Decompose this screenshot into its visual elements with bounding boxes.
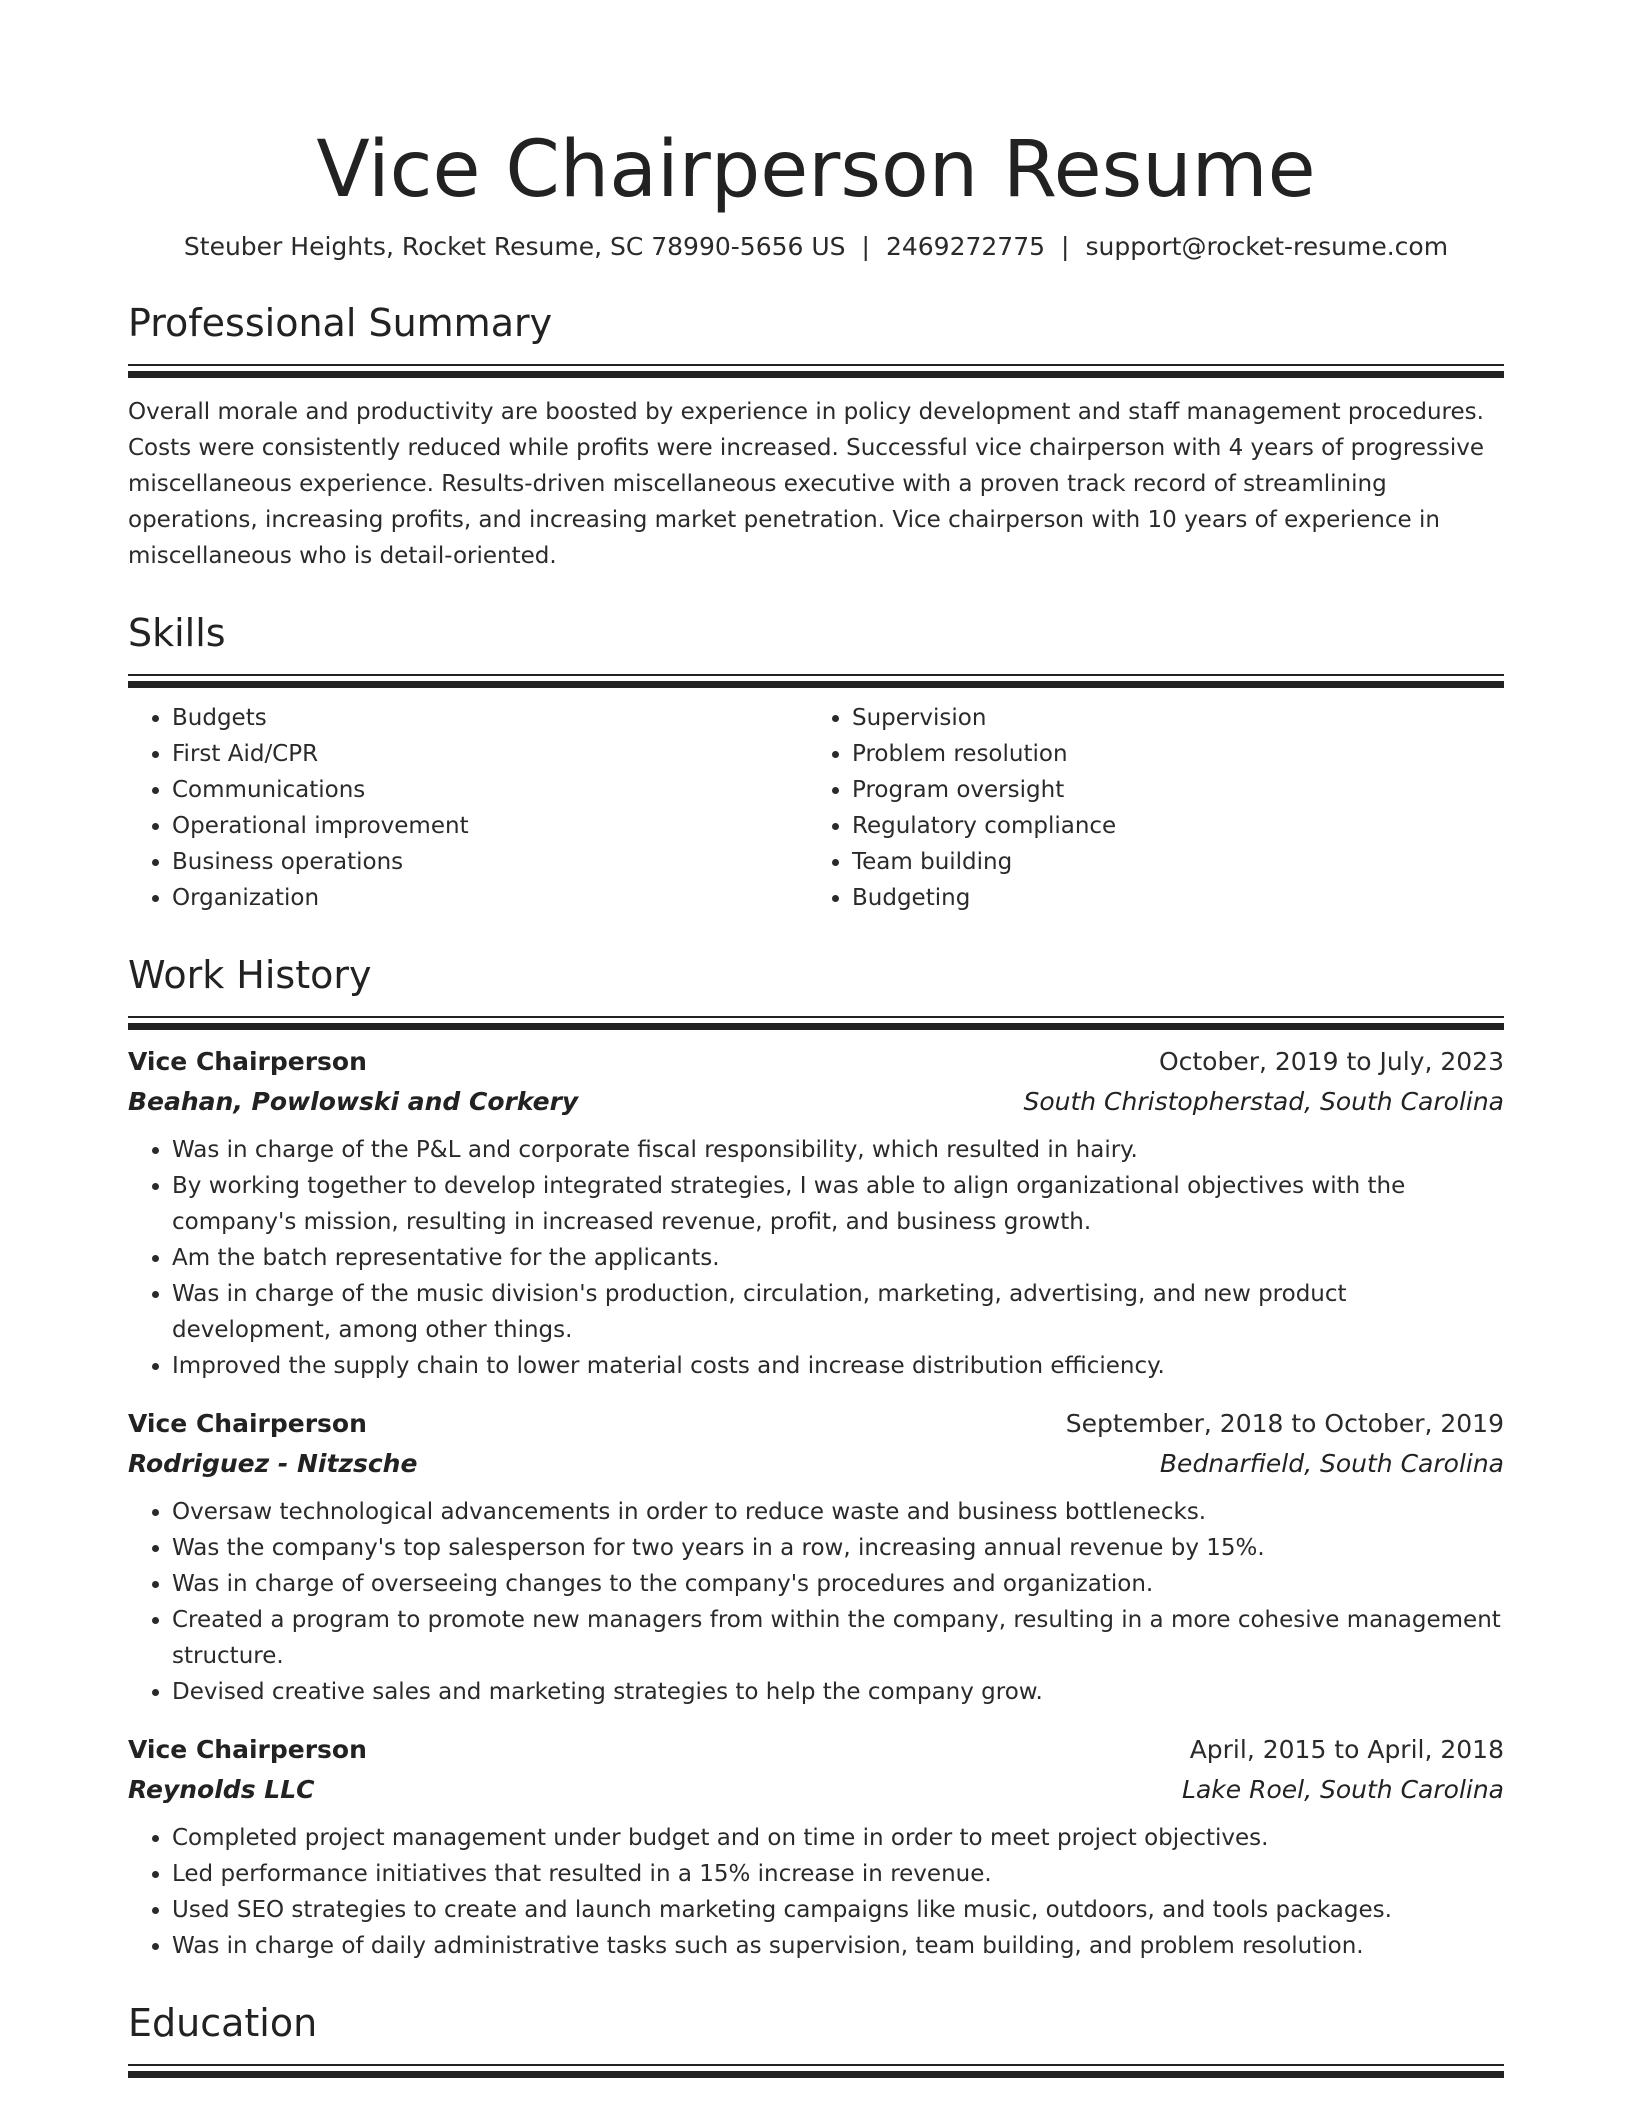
job-bullet: • Led performance initiatives that resulted in a 15% increase in revenue.	[172, 1856, 1504, 1892]
summary-text: Overall morale and productivity are boosted by experience in policy development and staff management procedures. Costs were consistently reduced while profits were increased. Successful vice chairperson with 4 years of progressive miscellaneous experience. Results-driven miscellaneous executive with a proven track record of streamlining operations, increasing profits, and increasing market penetration. Vice chairperson with 10 years of experience in miscellaneous who is detail-oriented.	[128, 399, 1485, 569]
contact-address: Steuber Heights, Rocket Resume, SC 78990-5656 US	[183, 232, 846, 261]
skill-item: • Operational improvement	[172, 808, 808, 844]
section-divider	[128, 674, 1504, 688]
job-company: Rodriguez - Nitzsche	[128, 1449, 418, 1478]
contact-separator: |	[1061, 232, 1070, 261]
section-heading-education: Education	[128, 2001, 318, 2045]
skill-item: • Program oversight	[852, 772, 1488, 808]
job-bullet: • By working together to develop integrated strategies, I was able to align organizational objectives with the company's mission, resulting in increased revenue, profit, and business growth.	[172, 1168, 1504, 1240]
job-title: Vice Chairperson	[128, 1047, 367, 1076]
section-divider	[128, 2064, 1504, 2078]
job-header	[128, 1042, 1504, 1082]
job-bullet: • Was in charge of daily administrative tasks such as supervision, team building, and problem resolution.	[172, 1928, 1504, 1964]
job-bullet: • Was in charge of the music division's production, circulation, marketing, advertising, and new product development, among other things.	[172, 1276, 1504, 1348]
job-bullet: • Completed project management under budget and on time in order to meet project objectives.	[172, 1820, 1504, 1856]
contact-separator: |	[861, 232, 870, 261]
job-title: Vice Chairperson	[128, 1735, 367, 1764]
contact-phone: 2469272775	[885, 232, 1046, 261]
contact-line	[128, 230, 1504, 264]
job-bullets	[128, 1494, 1504, 1710]
job-entry	[128, 1404, 1504, 1710]
skills-column-left	[128, 700, 808, 916]
job-company: Beahan, Powlowski and Corkery	[128, 1087, 579, 1116]
skill-item: • Communications	[172, 772, 808, 808]
resume-title: Vice Chairperson Resume	[316, 125, 1316, 215]
skill-item: • Team building	[852, 844, 1488, 880]
section-heading-work-history: Work History	[128, 953, 372, 997]
job-header	[128, 1730, 1504, 1770]
section-divider	[128, 1016, 1504, 1030]
job-bullets	[128, 1820, 1504, 1964]
job-location: South Christopherstad, South Carolina	[1023, 1087, 1504, 1116]
skill-item: • Regulatory compliance	[852, 808, 1488, 844]
job-entry	[128, 1042, 1504, 1384]
skill-item: • Supervision	[852, 700, 1488, 736]
job-location: Lake Roel, South Carolina	[1182, 1775, 1504, 1804]
skill-item: • First Aid/CPR	[172, 736, 808, 772]
skill-item: • Business operations	[172, 844, 808, 880]
job-bullet: • Oversaw technological advancements in order to reduce waste and business bottlenecks.	[172, 1494, 1504, 1530]
job-subheader	[128, 1444, 1504, 1484]
job-bullet: • Created a program to promote new managers from within the company, resulting in a more cohesive management structure.	[172, 1602, 1504, 1674]
job-entry	[128, 1730, 1504, 1964]
skill-item: • Budgets	[172, 700, 808, 736]
job-bullet: • Used SEO strategies to create and launch marketing campaigns like music, outdoors, and tools packages.	[172, 1892, 1504, 1928]
job-dates: October, 2019 to July, 2023	[1158, 1047, 1504, 1076]
job-location: Bednarfield, South Carolina	[1159, 1449, 1504, 1478]
job-header	[128, 1404, 1504, 1444]
job-bullet: • Devised creative sales and marketing strategies to help the company grow.	[172, 1674, 1504, 1710]
job-dates: April, 2015 to April, 2018	[1189, 1735, 1504, 1764]
skill-item: • Organization	[172, 880, 808, 916]
job-subheader	[128, 1770, 1504, 1810]
job-bullet: • Was the company's top salesperson for two years in a row, increasing annual revenue by 15%.	[172, 1530, 1504, 1566]
skills-column-right	[808, 700, 1488, 916]
resume-page	[128, 0, 1504, 2078]
section-heading-summary: Professional Summary	[128, 301, 553, 345]
job-dates: September, 2018 to October, 2019	[1065, 1409, 1504, 1438]
job-company: Reynolds LLC	[128, 1775, 315, 1804]
job-bullet: • Was in charge of the P&L and corporate fiscal responsibility, which resulted in hairy.	[172, 1132, 1504, 1168]
skill-item: • Problem resolution	[852, 736, 1488, 772]
skill-item: • Budgeting	[852, 880, 1488, 916]
job-bullets	[128, 1132, 1504, 1384]
contact-email: support@rocket-resume.com	[1085, 232, 1449, 261]
job-title: Vice Chairperson	[128, 1409, 367, 1438]
job-bullet: • Am the batch representative for the applicants.	[172, 1240, 1504, 1276]
job-bullet: • Improved the supply chain to lower material costs and increase distribution efficiency.	[172, 1348, 1504, 1384]
skills-list	[128, 700, 1504, 916]
job-subheader	[128, 1082, 1504, 1122]
section-heading-skills: Skills	[128, 611, 226, 655]
section-divider	[128, 364, 1504, 378]
job-bullet: • Was in charge of overseeing changes to the company's procedures and organization.	[172, 1566, 1504, 1602]
